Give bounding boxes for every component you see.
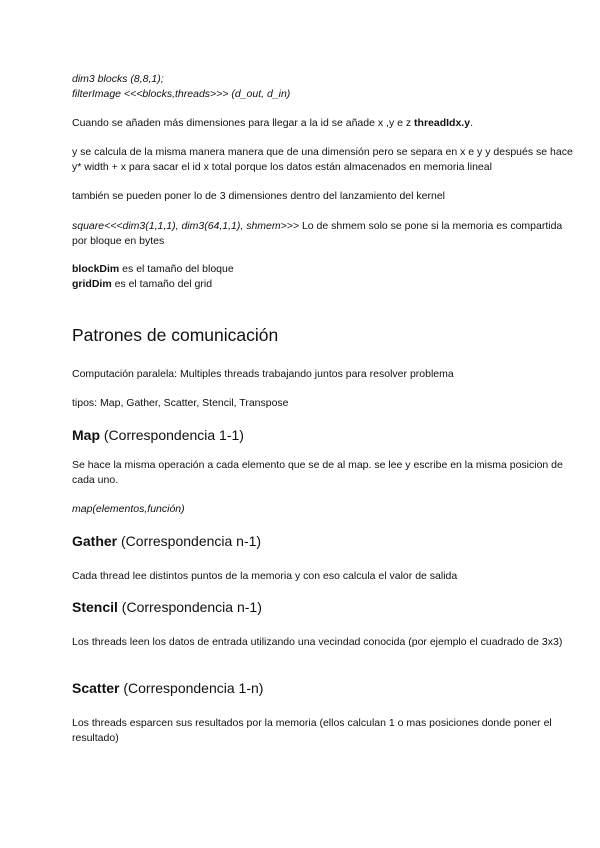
heading-scatter-subtitle: (Correspondencia 1-n) bbox=[119, 680, 264, 696]
blockdim-term: blockDim bbox=[72, 263, 120, 275]
griddim-term: gridDim bbox=[72, 278, 112, 290]
paragraph-scatter: Los threads esparcen sus resultados por la memoria (ellos calculan 1 o mas posiciones donde poner el resultado) bbox=[72, 717, 552, 744]
shmem-explanation: Lo de shmem solo se pone si la memoria es compartida por bloque en bytes bbox=[72, 220, 563, 247]
heading-stencil bbox=[72, 598, 262, 616]
paragraph-dimensions-end: . bbox=[470, 117, 473, 129]
section-title: Patrones de comunicación bbox=[72, 325, 279, 345]
paragraph-gather: Cada thread lee distintos puntos de la memoria y con eso calcula el valor de salida bbox=[72, 570, 458, 582]
heading-scatter bbox=[72, 679, 263, 697]
heading-gather-title: Gather bbox=[72, 533, 118, 549]
heading-stencil-subtitle: (Correspondencia n-1) bbox=[117, 599, 262, 615]
blockdim-desc: es el tamaño del bloque bbox=[119, 263, 234, 275]
kernel-launch-code: square<<<dim3(1,1,1), dim3(64,1,1), shmem>>> bbox=[72, 220, 300, 232]
heading-scatter-title: Scatter bbox=[72, 680, 120, 696]
paragraph-linear-memory: y se calcula de la misma manera manera que de una dimensión pero se separa en x e y y después se hace y* width + x para sacar el id x total porque los datos están almacenados en memoria lineal bbox=[72, 146, 573, 173]
threadidx-term: threadIdx.y bbox=[414, 117, 471, 129]
heading-map bbox=[72, 426, 244, 444]
code-line-dim3: dim3 blocks (8,8,1); bbox=[72, 73, 164, 85]
griddim-desc: es el tamaño del grid bbox=[111, 278, 213, 290]
heading-gather bbox=[72, 532, 261, 550]
definition-blockdim bbox=[72, 262, 580, 277]
paragraph-stencil: Los threads leen los datos de entrada utilizando una vecindad conocida (por ejemplo el cuadrado de 3x3) bbox=[72, 636, 563, 648]
paragraph-parallel-computing: Computación paralela: Multiples threads trabajando juntos para resolver problema bbox=[72, 368, 454, 380]
paragraph-3d-launch: también se pueden poner lo de 3 dimensiones dentro del lanzamiento del kernel bbox=[72, 190, 445, 202]
paragraph-types: tipos: Map, Gather, Scatter, Stencil, Transpose bbox=[72, 397, 289, 409]
paragraph-map: Se hace la misma operación a cada elemento que se de al map. se lee y escribe en la misma posicion de cada uno. bbox=[72, 459, 563, 486]
heading-stencil-title: Stencil bbox=[72, 599, 118, 615]
paragraph-shmem bbox=[72, 219, 580, 249]
heading-map-subtitle: (Correspondencia 1-1) bbox=[100, 427, 244, 443]
heading-gather-subtitle: (Correspondencia n-1) bbox=[117, 533, 262, 549]
paragraph-dimensions-text: Cuando se añaden más dimensiones para llegar a la id se añade x ,y e z bbox=[72, 117, 415, 129]
code-line-filterimage: filterImage <<<blocks,threads>>> (d_out, d_in) bbox=[72, 88, 291, 100]
definition-griddim bbox=[72, 277, 580, 292]
heading-map-title: Map bbox=[72, 427, 100, 443]
code-map: map(elementos,función) bbox=[72, 503, 185, 515]
paragraph-dimensions bbox=[72, 116, 580, 131]
